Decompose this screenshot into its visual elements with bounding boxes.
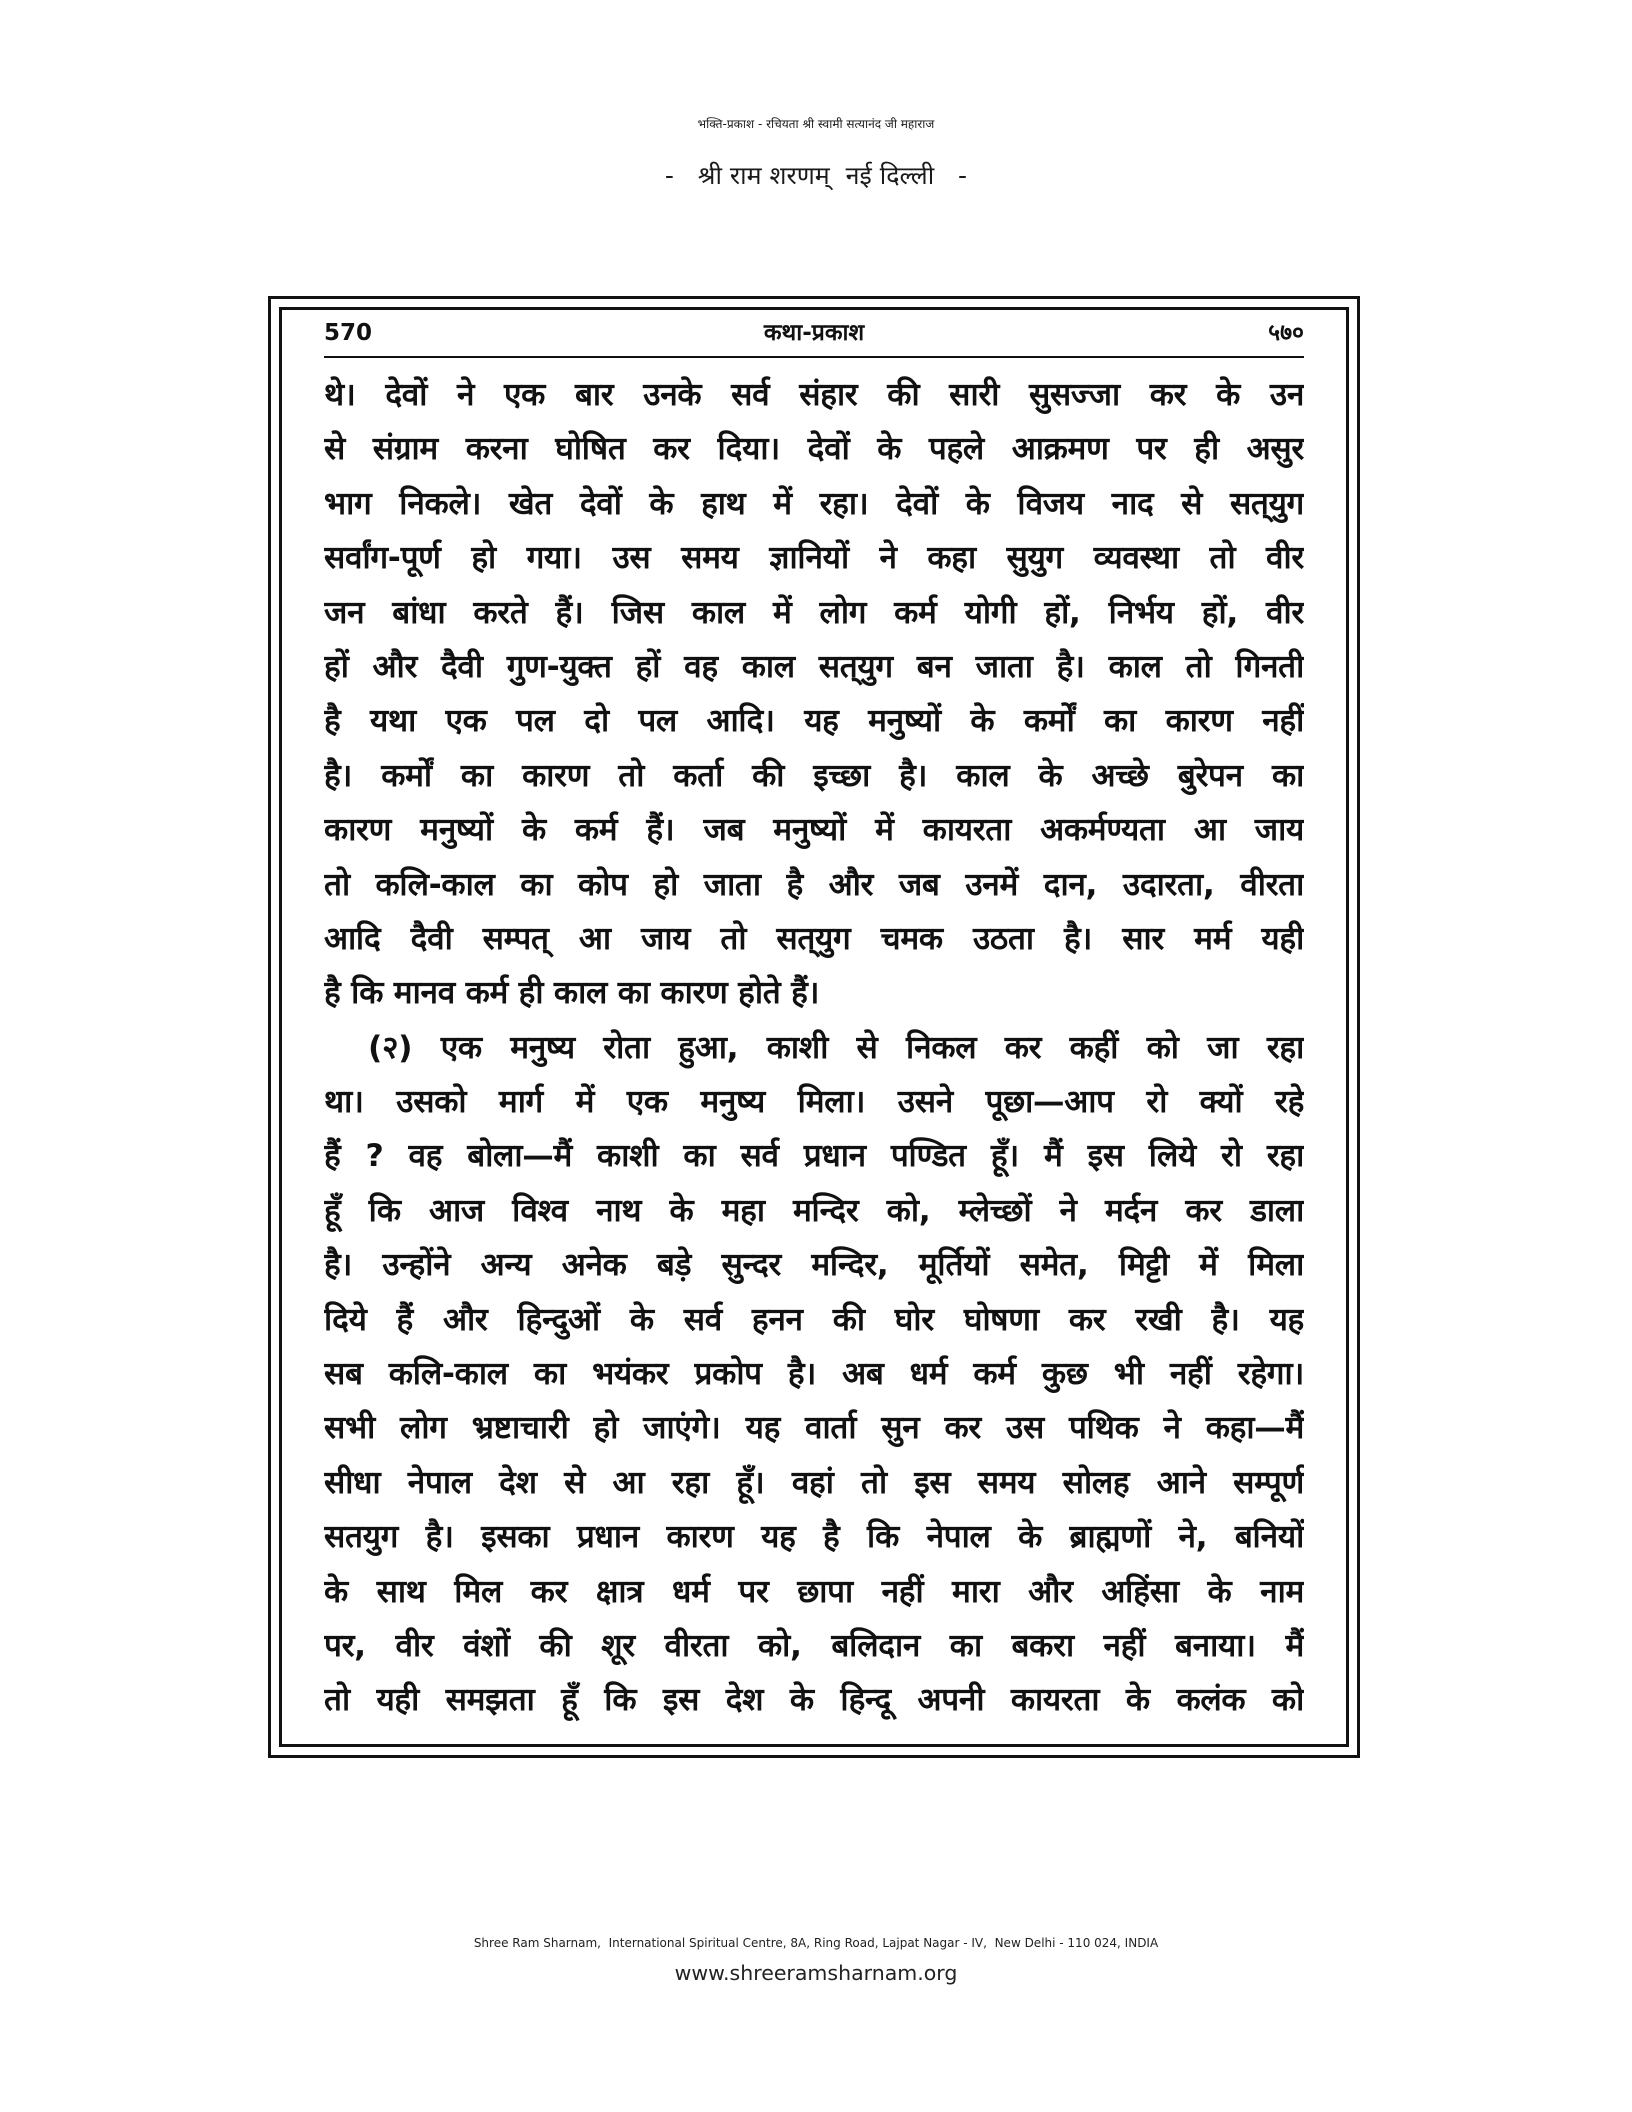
text-line: से संग्राम करना घोषित कर दिया। देवों के पहले आक्रमण पर ही असुर <box>324 431 1304 468</box>
body-text <box>324 368 1304 1728</box>
page-number-devanagari: ५७० <box>1268 320 1304 346</box>
text-line: तो कलि-काल का कोप हो जाता है और जब उनमें दान, उदारता, वीरता <box>324 866 1304 903</box>
book-title: भक्ति-प्रकाश - रचियता श्री स्वामी सत्यानंद जी महाराज <box>697 117 935 131</box>
text-line: पर, वीर वंशों की शूर वीरता को, बलिदान का बकरा नहीं बनाया। मैं <box>324 1627 1304 1664</box>
text-line: सर्वांग-पूर्ण हो गया। उस समय ज्ञानियों ने कहा सुयुग व्यवस्था तो वीर <box>324 540 1304 577</box>
text-line: के साथ मिल कर क्षात्र धर्म पर छापा नहीं मारा और अहिंसा के नाम <box>324 1573 1304 1610</box>
text-line: (२) एक मनुष्य रोता हुआ, काशी से निकल कर कहीं को जा रहा <box>368 1029 1304 1066</box>
text-line: सीधा नेपाल देश से आ रहा हूँ। वहां तो इस समय सोलह आने सम्पूर्ण <box>324 1464 1304 1501</box>
text-line: हों और दैवी गुण-युक्त हों वह काल सत्‌युग बन जाता है। काल तो गिनती <box>324 648 1304 685</box>
page-number-arabic: 570 <box>324 320 373 346</box>
text-line: है कि मानव कर्म ही काल का कारण होते हैं। <box>324 975 820 1012</box>
footer-website: www.shreeramsharnam.org <box>674 1961 958 1985</box>
text-line: दिये हैं और हिन्दुओं के सर्व हनन की घोर घोषणा कर रखी है। यह <box>324 1301 1304 1338</box>
chapter-title: कथा-प्रकाश <box>763 320 865 346</box>
page-header <box>0 100 1632 196</box>
footer-address: Shree Ram Sharnam, International Spiritual Centre, 8A, Ring Road, Lajpat Nagar - IV, New Delhi - 110 024, INDIA <box>473 1936 1159 1950</box>
publisher-line: - श्री राम शरणम् नई दिल्ली - <box>664 161 968 190</box>
text-line: सभी लोग भ्रष्टाचारी हो जाएंगे। यह वार्ता सुन कर उस पथिक ने कहा—मैं <box>324 1410 1304 1447</box>
running-head <box>324 310 1304 358</box>
text-line: था। उसको मार्ग में एक मनुष्य मिला। उसने पूछा—आप रो क्यों रहे <box>324 1084 1304 1121</box>
text-line: सब कलि-काल का भयंकर प्रकोप है। अब धर्म कर्म कुछ भी नहीं रहेगा। <box>324 1356 1304 1393</box>
text-line: कारण मनुष्यों के कर्म हैं। जब मनुष्यों में कायरता अकर्मण्यता आ जाय <box>324 812 1304 849</box>
page-frame-outer <box>268 296 1360 1758</box>
text-line: है यथा एक पल दो पल आदि। यह मनुष्यों के कर्मों का कारण नहीं <box>324 703 1304 740</box>
text-line: हैं ? वह बोला—मैं काशी का सर्व प्रधान पण्डित हूँ। मैं इस लिये रो रहा <box>324 1138 1304 1175</box>
text-line: हूँ कि आज विश्व नाथ के महा मन्दिर को, म्लेच्छों ने मर्दन कर डाला <box>324 1192 1304 1229</box>
text-line: थे। देवों ने एक बार उनके सर्व संहार की सारी सुसज्जा कर के उन <box>324 377 1304 413</box>
page-frame-inner <box>279 307 1349 1747</box>
page-footer <box>0 1928 1632 1988</box>
text-line: सतयुग है। इसका प्रधान कारण यह है कि नेपाल के ब्राह्मणों ने, बनियों <box>324 1519 1304 1556</box>
text-line: है। उन्होंने अन्य अनेक बड़े सुन्दर मन्दिर, मूर्तियों समेत, मिट्टी में मिला <box>324 1247 1304 1284</box>
text-line: तो यही समझता हूँ कि इस देश के हिन्दू अपनी कायरता के कलंक को <box>324 1682 1304 1719</box>
text-line: जन बांधा करते हैं। जिस काल में लोग कर्म योगी हों, निर्भय हों, वीर <box>324 594 1304 631</box>
text-line: भाग निकले। खेत देवों के हाथ में रहा। देवों के विजय नाद से सत्‌युग <box>324 485 1304 522</box>
text-line: आदि दैवी सम्पत् आ जाय तो सत्‌युग चमक उठता है। सार मर्म यही <box>324 920 1304 957</box>
text-line: है। कर्मों का कारण तो कर्ता की इच्छा है। काल के अच्छे बुरेपन का <box>324 757 1304 794</box>
